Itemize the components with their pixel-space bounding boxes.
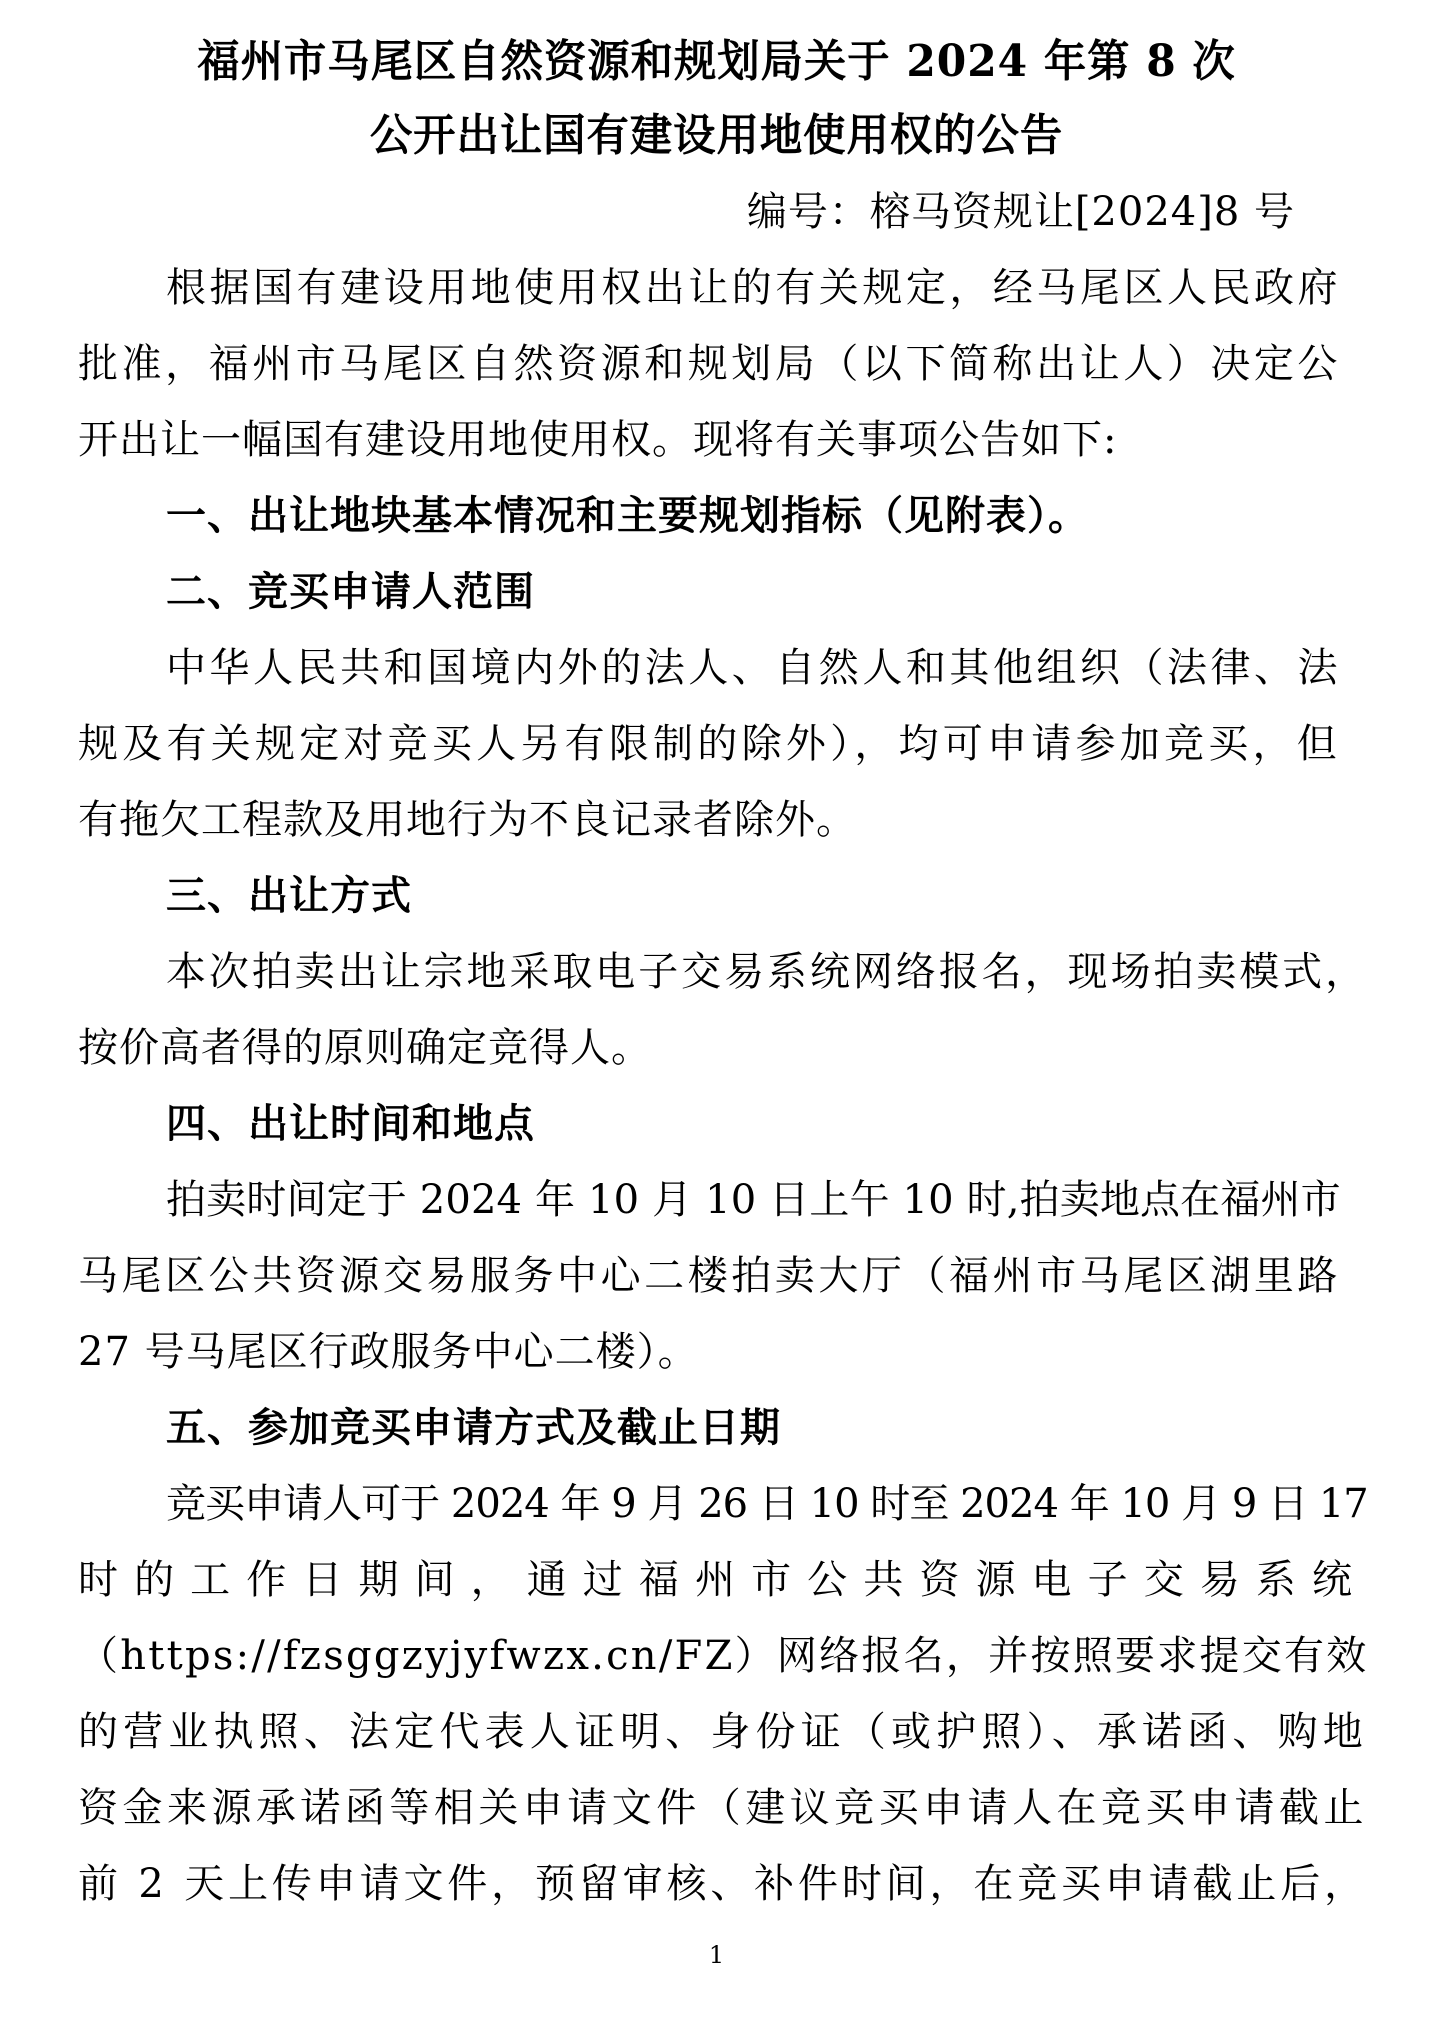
section-4-line-2: 马尾区公共资源交易服务中心二楼拍卖大厅（福州市马尾区湖里路 xyxy=(78,1253,1341,1299)
section-5-line-4: 的营业执照、法定代表人证明、身份证（或护照）、承诺函、购地 xyxy=(78,1709,1368,1755)
section-2-line-1: 中华人民共和国境内外的法人、自然人和其他组织（法律、法 xyxy=(166,645,1342,691)
section-5-line-3: （https://fzsggzyjyfwzx.cn/FZ）网络报名，并按照要求提交有效 xyxy=(78,1633,1369,1679)
section-5-line-6: 前 2 天上传申请文件，预留审核、补件时间，在竞买申请截止后， xyxy=(78,1861,1368,1907)
section-5-heading: 五、参加竞买申请方式及截止日期 xyxy=(166,1405,781,1451)
section-5-line-5: 资金来源承诺函等相关申请文件（建议竞买申请人在竞买申请截止 xyxy=(78,1785,1368,1831)
section-1-heading: 一、出让地块基本情况和主要规划指标（见附表）。 xyxy=(166,493,1089,539)
section-3-heading: 三、出让方式 xyxy=(166,873,412,919)
intro-line-3: 开出让一幅国有建设用地使用权。现将有关事项公告如下: xyxy=(78,417,1118,463)
intro-line-1: 根据国有建设用地使用权出让的有关规定，经马尾区人民政府 xyxy=(166,265,1342,311)
document-title-line-2: 公开出让国有建设用地使用权的公告 xyxy=(369,110,1064,161)
section-3-line-1: 本次拍卖出让宗地采取电子交易系统网络报名，现场拍卖模式， xyxy=(166,949,1369,995)
section-4-line-3: 27 号马尾区行政服务中心二楼）。 xyxy=(78,1329,699,1375)
page-number: 1 xyxy=(708,1941,725,1969)
section-2-line-3: 有拖欠工程款及用地行为不良记录者除外。 xyxy=(78,797,857,843)
document-title-line-1: 福州市马尾区自然资源和规划局关于 2024 年第 8 次 xyxy=(197,36,1236,87)
section-5-line-1: 竞买申请人可于 2024 年 9 月 26 日 10 时至 2024 年 10 月 9 日 17 xyxy=(166,1481,1368,1527)
intro-line-2: 批准，福州市马尾区自然资源和规划局（以下简称出让人）决定公 xyxy=(78,341,1341,387)
section-3-line-2: 按价高者得的原则确定竞得人。 xyxy=(78,1025,652,1071)
section-4-line-1: 拍卖时间定于 2024 年 10 月 10 日上午 10 时,拍卖地点在福州市 xyxy=(166,1177,1341,1223)
section-5-line-2: 时的工作日期间，通过福州市公共资源电子交易系统 xyxy=(78,1557,1369,1603)
section-2-line-2: 规及有关规定对竞买人另有限制的除外），均可申请参加竞买，但 xyxy=(78,721,1341,767)
document-number: 编号：榕马资规让[2024]8 号 xyxy=(746,189,1295,235)
section-2-heading: 二、竞买申请人范围 xyxy=(166,569,535,615)
section-4-heading: 四、出让时间和地点 xyxy=(166,1101,535,1147)
